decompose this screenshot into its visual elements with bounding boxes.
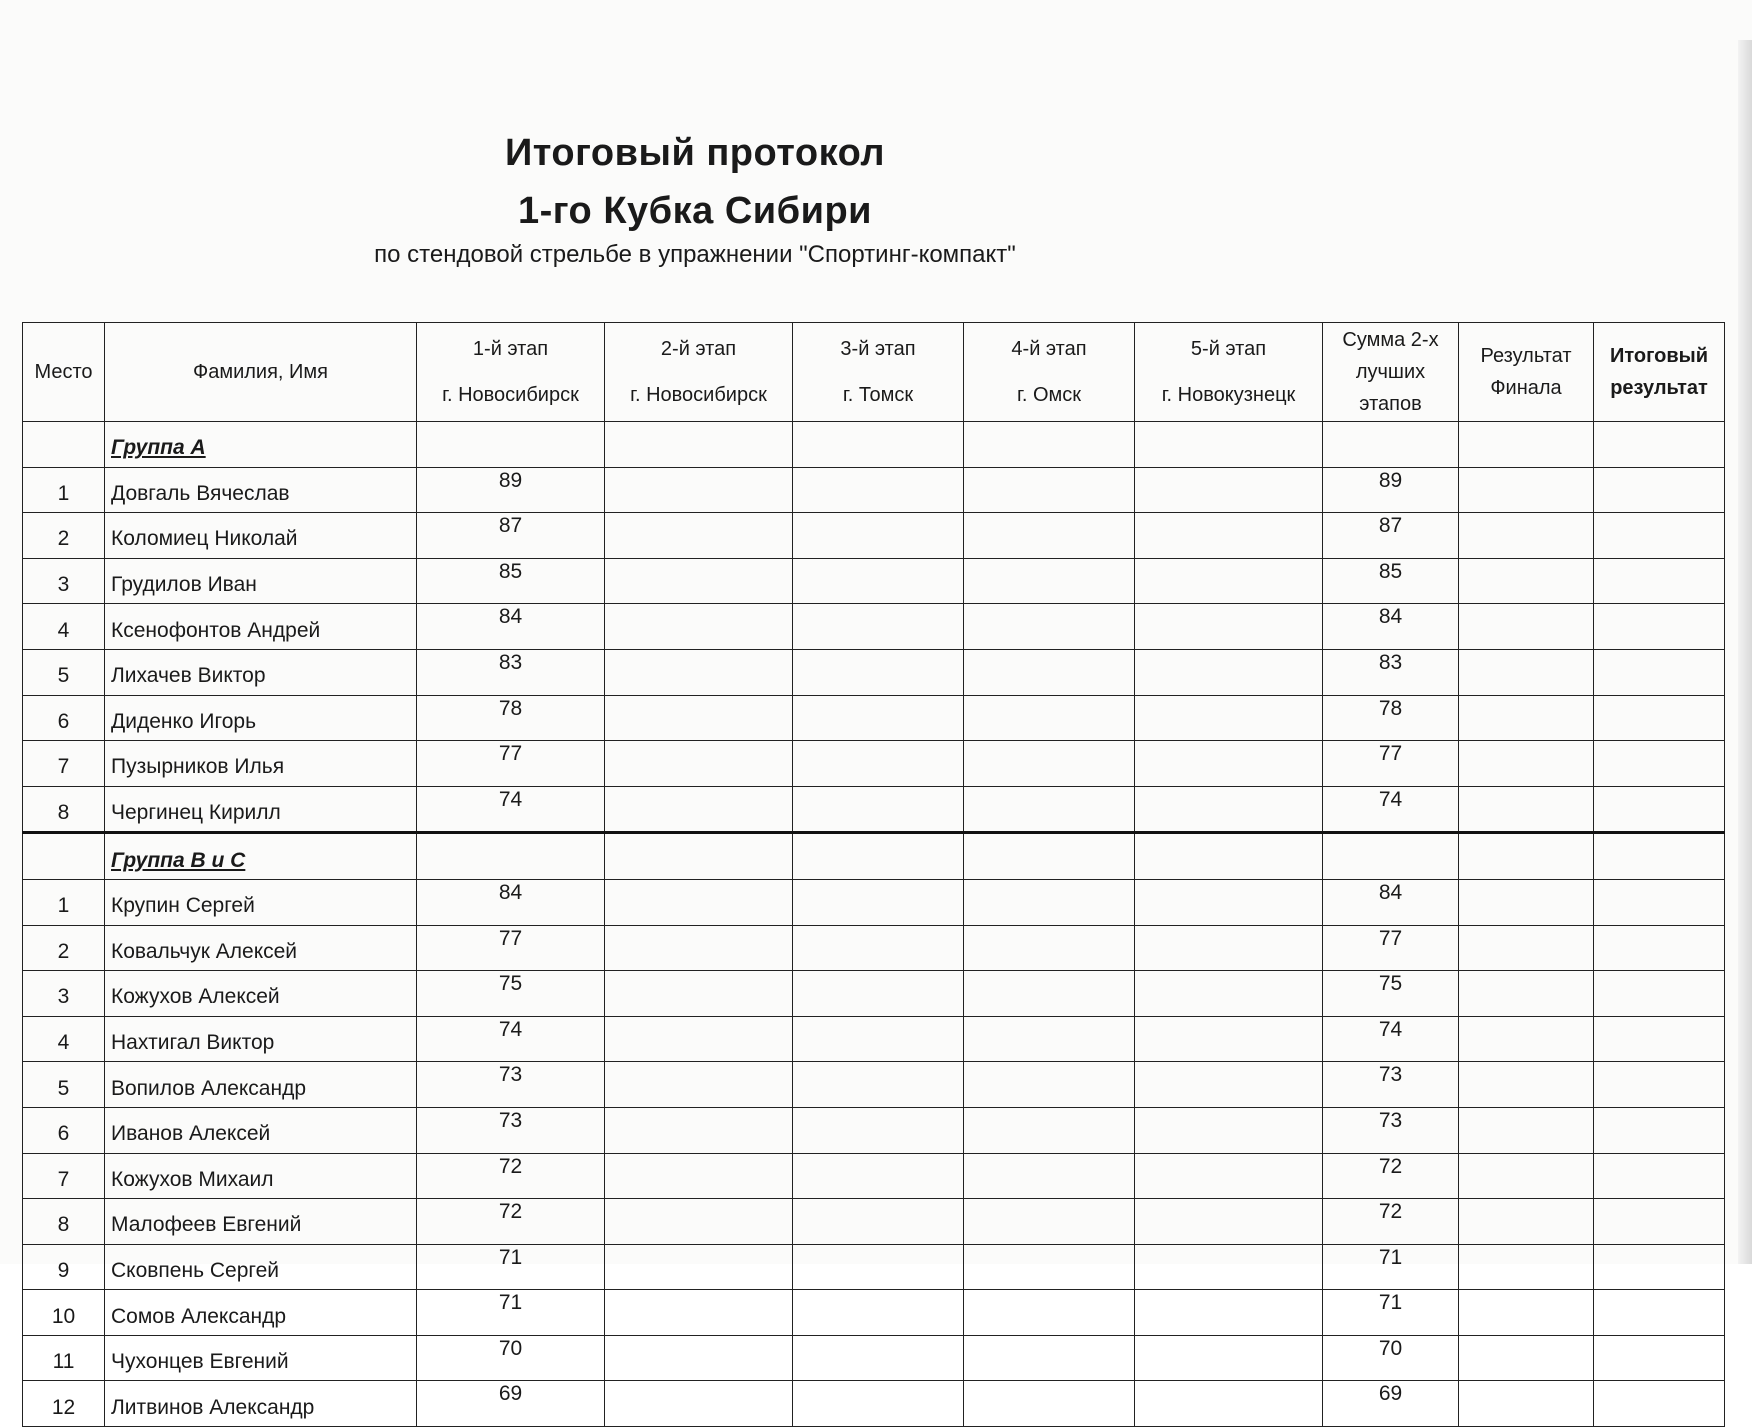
- stage4-score-cell: [964, 1244, 1135, 1290]
- place-cell: 10: [23, 1290, 105, 1336]
- stage1-score-cell: 84: [417, 604, 605, 650]
- final-result-cell: [1459, 513, 1594, 559]
- header-name: Фамилия, Имя: [105, 323, 417, 422]
- table-row: [23, 1107, 1725, 1153]
- final-result-cell: [1459, 695, 1594, 741]
- athlete-name-cell: Пузырников Илья: [105, 741, 417, 787]
- stage4-score-cell: [964, 925, 1135, 971]
- athlete-name-cell: Кожухов Михаил: [105, 1153, 417, 1199]
- group-header-row: [23, 422, 1725, 468]
- stage2-score-cell: [605, 1381, 793, 1427]
- stage2-score-cell: [605, 1335, 793, 1381]
- final-result-cell: [1459, 1381, 1594, 1427]
- stage2-score-cell: [605, 925, 793, 971]
- header-stage4-city: г. Омск: [1016, 384, 1082, 406]
- athlete-name-cell: Литвинов Александр: [105, 1381, 417, 1427]
- document-subtitle: по стендовой стрельбе в упражнении "Спортинг-компакт": [374, 241, 1016, 268]
- stage3-score-cell: [793, 1244, 964, 1290]
- stage4-score-cell: [964, 879, 1135, 925]
- stage1-score-cell: 77: [417, 925, 605, 971]
- stage3-score-cell: [793, 786, 964, 833]
- stage4-score-cell: [964, 695, 1135, 741]
- sum-best-two-cell: 71: [1323, 1290, 1459, 1336]
- empty-cell: [1459, 833, 1594, 880]
- table-row: [23, 558, 1725, 604]
- stage4-score-cell: [964, 1381, 1135, 1427]
- final-result-cell: [1459, 925, 1594, 971]
- total-result-cell: [1594, 925, 1725, 971]
- final-result-cell: [1459, 604, 1594, 650]
- empty-cell: [793, 833, 964, 880]
- stage4-score-cell: [964, 1153, 1135, 1199]
- stage5-score-cell: [1135, 695, 1323, 741]
- empty-cell: [1135, 422, 1323, 468]
- athlete-name-cell: Ковальчук Алексей: [105, 925, 417, 971]
- stage1-score-cell: 78: [417, 695, 605, 741]
- stage2-score-cell: [605, 649, 793, 695]
- stage5-score-cell: [1135, 786, 1323, 833]
- sum-best-two-cell: 73: [1323, 1107, 1459, 1153]
- sum-best-two-cell: 72: [1323, 1153, 1459, 1199]
- stage1-score-cell: 72: [417, 1199, 605, 1245]
- athlete-name-cell: Чергинец Кирилл: [105, 786, 417, 833]
- place-cell: 9: [23, 1244, 105, 1290]
- athlete-name-cell: Коломиец Николай: [105, 513, 417, 559]
- sum-best-two-cell: 85: [1323, 558, 1459, 604]
- stage3-score-cell: [793, 925, 964, 971]
- stage1-score-cell: 69: [417, 1381, 605, 1427]
- header-stage5: [1135, 323, 1323, 422]
- sum-best-two-cell: 77: [1323, 741, 1459, 787]
- table-header-row: [23, 323, 1725, 422]
- stage5-score-cell: [1135, 467, 1323, 513]
- header-final-result: [1459, 323, 1594, 422]
- sum-best-two-cell: 84: [1323, 604, 1459, 650]
- table-row: [23, 1244, 1725, 1290]
- document-title-line2: 1-го Кубка Сибири: [517, 190, 873, 232]
- final-result-cell: [1459, 649, 1594, 695]
- sum-best-two-cell: 69: [1323, 1381, 1459, 1427]
- final-result-cell: [1459, 879, 1594, 925]
- stage5-score-cell: [1135, 558, 1323, 604]
- stage4-score-cell: [964, 1016, 1135, 1062]
- total-result-cell: [1594, 467, 1725, 513]
- stage5-score-cell: [1135, 1016, 1323, 1062]
- sum-best-two-cell: 89: [1323, 467, 1459, 513]
- athlete-name-cell: Грудилов Иван: [105, 558, 417, 604]
- table-row: [23, 604, 1725, 650]
- athlete-name-cell: Сомов Александр: [105, 1290, 417, 1336]
- table-row: [23, 879, 1725, 925]
- empty-cell: [417, 422, 605, 468]
- empty-cell: [1135, 833, 1323, 880]
- stage1-score-cell: 73: [417, 1107, 605, 1153]
- table-row: [23, 925, 1725, 971]
- total-result-cell: [1594, 741, 1725, 787]
- total-result-cell: [1594, 879, 1725, 925]
- group-place-cell: [23, 833, 105, 880]
- stage1-score-cell: 75: [417, 971, 605, 1017]
- place-cell: 4: [23, 1016, 105, 1062]
- stage4-score-cell: [964, 1107, 1135, 1153]
- athlete-name-cell: Малофеев Евгений: [105, 1199, 417, 1245]
- table-row: [23, 741, 1725, 787]
- header-stage5-name: 5-й этап: [1190, 338, 1267, 360]
- header-place: Место: [23, 323, 105, 422]
- header-sum-line2: лучших: [1355, 361, 1426, 383]
- place-cell: 2: [23, 513, 105, 559]
- place-cell: 6: [23, 1107, 105, 1153]
- header-stage4-name: 4-й этап: [1011, 338, 1087, 360]
- total-result-cell: [1594, 1199, 1725, 1245]
- table-row: [23, 971, 1725, 1017]
- stage3-score-cell: [793, 649, 964, 695]
- total-result-cell: [1594, 971, 1725, 1017]
- header-sum-line1: Сумма 2-х: [1342, 329, 1439, 351]
- final-result-cell: [1459, 467, 1594, 513]
- place-cell: 3: [23, 558, 105, 604]
- athlete-name-cell: Крупин Сергей: [105, 879, 417, 925]
- place-cell: 11: [23, 1335, 105, 1381]
- stage3-score-cell: [793, 879, 964, 925]
- stage3-score-cell: [793, 1290, 964, 1336]
- stage2-score-cell: [605, 1016, 793, 1062]
- stage2-score-cell: [605, 558, 793, 604]
- table-row: [23, 467, 1725, 513]
- stage2-score-cell: [605, 741, 793, 787]
- total-result-cell: [1594, 1107, 1725, 1153]
- table-row: [23, 1199, 1725, 1245]
- total-result-cell: [1594, 1016, 1725, 1062]
- athlete-name-cell: Сковпень Сергей: [105, 1244, 417, 1290]
- final-result-cell: [1459, 1107, 1594, 1153]
- stage1-score-cell: 74: [417, 786, 605, 833]
- stage1-score-cell: 72: [417, 1153, 605, 1199]
- stage1-score-cell: 73: [417, 1062, 605, 1108]
- final-result-cell: [1459, 1062, 1594, 1108]
- stage5-score-cell: [1135, 649, 1323, 695]
- final-result-cell: [1459, 558, 1594, 604]
- final-result-cell: [1459, 1244, 1594, 1290]
- stage2-score-cell: [605, 1244, 793, 1290]
- place-cell: 7: [23, 1153, 105, 1199]
- stage5-score-cell: [1135, 879, 1323, 925]
- stage4-score-cell: [964, 741, 1135, 787]
- stage5-score-cell: [1135, 1153, 1323, 1199]
- header-final-line2: Финала: [1490, 377, 1562, 399]
- final-result-cell: [1459, 1016, 1594, 1062]
- empty-cell: [417, 833, 605, 880]
- stage5-score-cell: [1135, 1290, 1323, 1336]
- document-title-line1: Итоговый протокол: [504, 132, 886, 174]
- total-result-cell: [1594, 1244, 1725, 1290]
- stage1-score-cell: 89: [417, 467, 605, 513]
- stage4-score-cell: [964, 558, 1135, 604]
- header-sum-best-two: [1323, 323, 1459, 422]
- header-stage3-city: г. Томск: [842, 384, 914, 406]
- stage3-score-cell: [793, 695, 964, 741]
- stage3-score-cell: [793, 1381, 964, 1427]
- sum-best-two-cell: 78: [1323, 695, 1459, 741]
- sum-best-two-cell: 87: [1323, 513, 1459, 559]
- athlete-name-cell: Иванов Алексей: [105, 1107, 417, 1153]
- stage2-score-cell: [605, 786, 793, 833]
- total-result-cell: [1594, 649, 1725, 695]
- stage2-score-cell: [605, 1107, 793, 1153]
- stage5-score-cell: [1135, 604, 1323, 650]
- stage3-score-cell: [793, 741, 964, 787]
- place-cell: 5: [23, 649, 105, 695]
- empty-cell: [605, 833, 793, 880]
- empty-cell: [1323, 422, 1459, 468]
- place-cell: 12: [23, 1381, 105, 1427]
- empty-cell: [964, 422, 1135, 468]
- stage1-score-cell: 70: [417, 1335, 605, 1381]
- table-row: [23, 513, 1725, 559]
- header-stage2-name: 2-й этап: [660, 338, 737, 360]
- table-row: [23, 695, 1725, 741]
- stage2-score-cell: [605, 1199, 793, 1245]
- empty-cell: [964, 833, 1135, 880]
- results-body: [23, 422, 1725, 1427]
- place-cell: 8: [23, 1199, 105, 1245]
- final-result-cell: [1459, 786, 1594, 833]
- table-row: [23, 649, 1725, 695]
- group-header-row: [23, 833, 1725, 880]
- table-row: [23, 1016, 1725, 1062]
- stage1-score-cell: 71: [417, 1290, 605, 1336]
- athlete-name-cell: Чухонцев Евгений: [105, 1335, 417, 1381]
- stage2-score-cell: [605, 604, 793, 650]
- stage4-score-cell: [964, 1335, 1135, 1381]
- total-result-cell: [1594, 695, 1725, 741]
- stage5-score-cell: [1135, 1381, 1323, 1427]
- table-row: [23, 1153, 1725, 1199]
- sum-best-two-cell: 77: [1323, 925, 1459, 971]
- sum-best-two-cell: 71: [1323, 1244, 1459, 1290]
- stage5-score-cell: [1135, 1062, 1323, 1108]
- sum-best-two-cell: 75: [1323, 971, 1459, 1017]
- stage2-score-cell: [605, 879, 793, 925]
- empty-cell: [1594, 833, 1725, 880]
- table-row: [23, 1290, 1725, 1336]
- stage3-score-cell: [793, 1107, 964, 1153]
- header-stage1: [417, 323, 605, 422]
- paper-edge-shadow: [1738, 40, 1752, 1264]
- stage4-score-cell: [964, 1199, 1135, 1245]
- stage4-score-cell: [964, 971, 1135, 1017]
- stage3-score-cell: [793, 513, 964, 559]
- stage5-score-cell: [1135, 1199, 1323, 1245]
- stage3-score-cell: [793, 604, 964, 650]
- stage1-score-cell: 71: [417, 1244, 605, 1290]
- empty-cell: [1459, 422, 1594, 468]
- total-result-cell: [1594, 1062, 1725, 1108]
- place-cell: 1: [23, 879, 105, 925]
- total-result-cell: [1594, 1290, 1725, 1336]
- place-cell: 4: [23, 604, 105, 650]
- stage3-score-cell: [793, 1016, 964, 1062]
- stage1-score-cell: 84: [417, 879, 605, 925]
- stage4-score-cell: [964, 786, 1135, 833]
- sum-best-two-cell: 73: [1323, 1062, 1459, 1108]
- stage1-score-cell: 87: [417, 513, 605, 559]
- final-result-cell: [1459, 1335, 1594, 1381]
- header-stage2-city: г. Новосибирск: [630, 384, 767, 406]
- place-cell: 1: [23, 467, 105, 513]
- final-result-cell: [1459, 1199, 1594, 1245]
- empty-cell: [1594, 422, 1725, 468]
- athlete-name-cell: Нахтигал Виктор: [105, 1016, 417, 1062]
- sum-best-two-cell: 72: [1323, 1199, 1459, 1245]
- stage4-score-cell: [964, 604, 1135, 650]
- stage1-score-cell: 74: [417, 1016, 605, 1062]
- stage5-score-cell: [1135, 925, 1323, 971]
- stage1-score-cell: 77: [417, 741, 605, 787]
- stage5-score-cell: [1135, 971, 1323, 1017]
- athlete-name-cell: Диденко Игорь: [105, 695, 417, 741]
- total-result-cell: [1594, 786, 1725, 833]
- stage2-score-cell: [605, 1290, 793, 1336]
- stage5-score-cell: [1135, 513, 1323, 559]
- table-row: [23, 1062, 1725, 1108]
- place-cell: 7: [23, 741, 105, 787]
- header-total-line1: Итоговый: [1609, 345, 1709, 367]
- stage3-score-cell: [793, 1199, 964, 1245]
- stage4-score-cell: [964, 1290, 1135, 1336]
- sum-best-two-cell: 74: [1323, 1016, 1459, 1062]
- header-stage1-name: 1-й этап: [472, 338, 549, 360]
- header-stage2: [605, 323, 793, 422]
- place-cell: 3: [23, 971, 105, 1017]
- final-result-cell: [1459, 741, 1594, 787]
- place-cell: 6: [23, 695, 105, 741]
- stage4-score-cell: [964, 649, 1135, 695]
- athlete-name-cell: Ксенофонтов Андрей: [105, 604, 417, 650]
- header-stage5-city: г. Новокузнецк: [1161, 384, 1296, 406]
- sum-best-two-cell: 83: [1323, 649, 1459, 695]
- stage2-score-cell: [605, 467, 793, 513]
- final-result-cell: [1459, 971, 1594, 1017]
- place-cell: 8: [23, 786, 105, 833]
- empty-cell: [793, 422, 964, 468]
- stage5-score-cell: [1135, 1244, 1323, 1290]
- stage2-score-cell: [605, 695, 793, 741]
- stage3-score-cell: [793, 467, 964, 513]
- sum-best-two-cell: 74: [1323, 786, 1459, 833]
- header-final-line1: Результат: [1480, 345, 1572, 367]
- athlete-name-cell: Кожухов Алексей: [105, 971, 417, 1017]
- stage3-score-cell: [793, 1153, 964, 1199]
- table-row: [23, 1381, 1725, 1427]
- final-result-cell: [1459, 1290, 1594, 1336]
- stage3-score-cell: [793, 971, 964, 1017]
- stage3-score-cell: [793, 1335, 964, 1381]
- final-result-cell: [1459, 1153, 1594, 1199]
- place-cell: 2: [23, 925, 105, 971]
- header-stage4: [964, 323, 1135, 422]
- total-result-cell: [1594, 558, 1725, 604]
- table-row: [23, 1335, 1725, 1381]
- header-stage1-city: г. Новосибирск: [442, 384, 579, 406]
- header-sum-line3: этапов: [1359, 393, 1422, 415]
- header-stage3-name: 3-й этап: [840, 338, 916, 360]
- stage5-score-cell: [1135, 1335, 1323, 1381]
- header-stage3: [793, 323, 964, 422]
- table-row: [23, 786, 1725, 833]
- stage4-score-cell: [964, 467, 1135, 513]
- results-table: [22, 322, 1725, 1427]
- stage2-score-cell: [605, 1153, 793, 1199]
- total-result-cell: [1594, 513, 1725, 559]
- stage2-score-cell: [605, 513, 793, 559]
- header-total-line2: результат: [1610, 377, 1708, 399]
- stage3-score-cell: [793, 1062, 964, 1108]
- empty-cell: [605, 422, 793, 468]
- header-total-result: [1594, 323, 1725, 422]
- stage5-score-cell: [1135, 741, 1323, 787]
- stage4-score-cell: [964, 1062, 1135, 1108]
- empty-cell: [1323, 833, 1459, 880]
- total-result-cell: [1594, 1381, 1725, 1427]
- sum-best-two-cell: 84: [1323, 879, 1459, 925]
- athlete-name-cell: Лихачев Виктор: [105, 649, 417, 695]
- total-result-cell: [1594, 1153, 1725, 1199]
- athlete-name-cell: Вопилов Александр: [105, 1062, 417, 1108]
- group-place-cell: [23, 422, 105, 468]
- stage2-score-cell: [605, 1062, 793, 1108]
- total-result-cell: [1594, 604, 1725, 650]
- stage2-score-cell: [605, 971, 793, 1017]
- stage1-score-cell: 85: [417, 558, 605, 604]
- stage4-score-cell: [964, 513, 1135, 559]
- group-label: Группа В и С: [105, 833, 417, 880]
- place-cell: 5: [23, 1062, 105, 1108]
- group-label: Группа А: [105, 422, 417, 468]
- stage1-score-cell: 83: [417, 649, 605, 695]
- stage5-score-cell: [1135, 1107, 1323, 1153]
- athlete-name-cell: Довгаль Вячеслав: [105, 467, 417, 513]
- total-result-cell: [1594, 1335, 1725, 1381]
- sum-best-two-cell: 70: [1323, 1335, 1459, 1381]
- stage3-score-cell: [793, 558, 964, 604]
